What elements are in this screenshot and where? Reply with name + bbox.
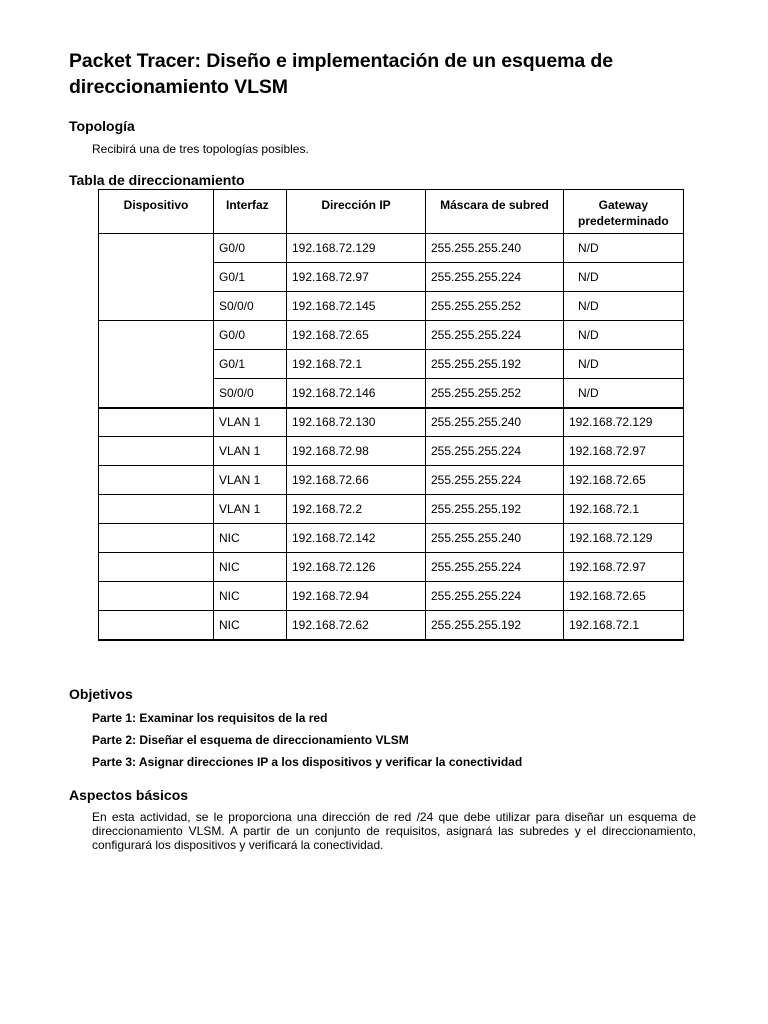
topology-text: Recibirá una de tres topologías posibles. [92,142,309,156]
interface-cell: G0/1 [214,350,287,379]
interface-cell: VLAN 1 [214,495,287,524]
header-interface: Interfaz [214,190,287,234]
table-row [99,408,684,437]
table-row [99,234,684,263]
gateway-cell: N/D [564,263,684,292]
device-cell [99,408,214,437]
addressing-table [98,189,684,641]
table-row [99,466,684,495]
gateway-cell: N/D [564,234,684,263]
table-row [99,553,684,582]
header-device: Dispositivo [99,190,214,234]
ip-cell: 192.168.72.146 [287,379,426,408]
ip-cell: 192.168.72.97 [287,263,426,292]
device-cell [99,321,214,408]
table-row [99,437,684,466]
ip-cell: 192.168.72.65 [287,321,426,350]
ip-cell: 192.168.72.62 [287,611,426,640]
ip-cell: 192.168.72.1 [287,350,426,379]
gateway-cell: 192.168.72.65 [564,582,684,611]
ip-cell: 192.168.72.130 [287,408,426,437]
interface-cell: G0/0 [214,321,287,350]
interface-cell: VLAN 1 [214,408,287,437]
gateway-cell: 192.168.72.1 [564,611,684,640]
topology-heading: Topología [69,118,135,134]
interface-cell: G0/0 [214,234,287,263]
device-cell [99,524,214,553]
gateway-cell: 192.168.72.129 [564,524,684,553]
ip-cell: 192.168.72.126 [287,553,426,582]
mask-cell: 255.255.255.252 [426,292,564,321]
ip-cell: 192.168.72.94 [287,582,426,611]
device-cell [99,437,214,466]
mask-cell: 255.255.255.252 [426,379,564,408]
gateway-cell: N/D [564,350,684,379]
objective-part-3: Parte 3: Asignar direcciones IP a los dispositivos y verificar la conectividad [92,755,523,769]
device-cell [99,466,214,495]
addressing-table-heading: Tabla de direccionamiento [69,172,245,188]
interface-cell: S0/0/0 [214,379,287,408]
mask-cell: 255.255.255.224 [426,263,564,292]
mask-cell: 255.255.255.224 [426,466,564,495]
interface-cell: NIC [214,611,287,640]
ip-cell: 192.168.72.2 [287,495,426,524]
table-row [99,611,684,640]
objective-part-1: Parte 1: Examinar los requisitos de la red [92,711,328,725]
gateway-cell: 192.168.72.65 [564,466,684,495]
ip-cell: 192.168.72.145 [287,292,426,321]
ip-cell: 192.168.72.66 [287,466,426,495]
mask-cell: 255.255.255.192 [426,495,564,524]
table-row [99,321,684,350]
table-row [99,524,684,553]
gateway-cell: 192.168.72.129 [564,408,684,437]
gateway-cell: 192.168.72.97 [564,437,684,466]
objective-part-2: Parte 2: Diseñar el esquema de direccionamiento VLSM [92,733,409,747]
interface-cell: NIC [214,553,287,582]
device-cell [99,611,214,640]
interface-cell: VLAN 1 [214,466,287,495]
gateway-cell: N/D [564,321,684,350]
gateway-cell: N/D [564,292,684,321]
ip-cell: 192.168.72.142 [287,524,426,553]
device-cell [99,582,214,611]
ip-cell: 192.168.72.129 [287,234,426,263]
interface-cell: S0/0/0 [214,292,287,321]
interface-cell: NIC [214,524,287,553]
interface-cell: NIC [214,582,287,611]
device-cell [99,234,214,321]
mask-cell: 255.255.255.240 [426,408,564,437]
background-heading: Aspectos básicos [69,787,189,803]
table-row [99,582,684,611]
mask-cell: 255.255.255.192 [426,611,564,640]
mask-cell: 255.255.255.192 [426,350,564,379]
ip-cell: 192.168.72.98 [287,437,426,466]
header-ip-address: Dirección IP [287,190,426,234]
device-cell [99,553,214,582]
gateway-cell: 192.168.72.97 [564,553,684,582]
interface-cell: G0/1 [214,263,287,292]
mask-cell: 255.255.255.224 [426,582,564,611]
mask-cell: 255.255.255.240 [426,234,564,263]
header-default-gateway: Gateway predeterminado [564,190,684,234]
page-title: Packet Tracer: Diseño e implementación de un esquema de direccionamiento VLSM [69,50,613,98]
mask-cell: 255.255.255.224 [426,437,564,466]
objectives-heading: Objetivos [69,686,133,702]
gateway-cell: 192.168.72.1 [564,495,684,524]
table-header-row [99,190,684,234]
header-subnet-mask: Máscara de subred [426,190,564,234]
gateway-cell: N/D [564,379,684,408]
device-cell [99,495,214,524]
mask-cell: 255.255.255.240 [426,524,564,553]
interface-cell: VLAN 1 [214,437,287,466]
table-row [99,495,684,524]
mask-cell: 255.255.255.224 [426,553,564,582]
mask-cell: 255.255.255.224 [426,321,564,350]
background-text: En esta actividad, se le proporciona una dirección de red /24 que debe utilizar para diseñar un esquema de direccionamiento VLSM. A partir de un conjunto de requisitos, asignará las subredes y el direccionamiento, configurará los dispositivos y verificará la conectividad. [92,810,696,852]
